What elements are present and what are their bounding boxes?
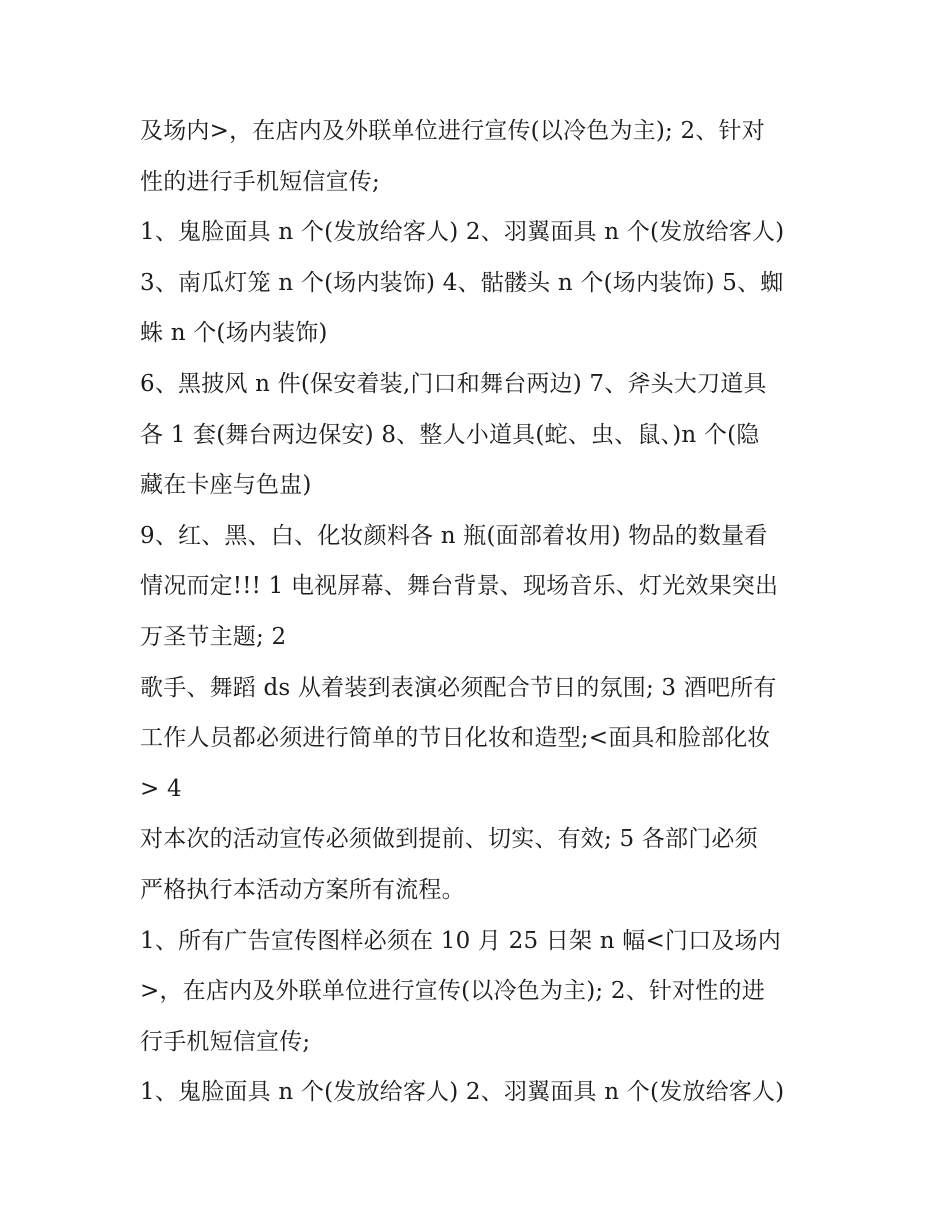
text-line: 万圣节主题; 2 [140, 623, 287, 650]
text-line: 1、鬼脸面具 n 个(发放给客人) 2、羽翼面具 n 个(发放给客人) [140, 1079, 785, 1106]
text-line: 藏在卡座与色盅) [140, 472, 312, 499]
text-line: 情况而定!!! 1 电视屏幕、舞台背景、现场音乐、灯光效果突出 [140, 573, 779, 600]
text-line: 行手机短信宣传; [140, 1028, 311, 1055]
text-line: > 4 [140, 775, 182, 802]
text-line: 歌手、舞蹈 ds 从着装到表演必须配合节日的氛围; 3 酒吧所有 [140, 674, 777, 701]
text-line: 1、鬼脸面具 n 个(发放给客人) 2、羽翼面具 n 个(发放给客人) [140, 219, 785, 246]
text-line: 9、红、黑、白、化妆颜料各 n 瓶(面部着妆用) 物品的数量看 [140, 522, 768, 549]
text-line: 性的进行手机短信宣传; [140, 168, 380, 195]
text-line: 及场内>，在店内及外联单位进行宣传(以冷色为主); 2、针对 [140, 118, 765, 144]
text-line: >，在店内及外联单位进行宣传(以冷色为主); 2、针对性的进 [140, 978, 765, 1005]
text-line: 6、黑披风 n 件(保安着装,门口和舞台两边) 7、斧头大刀道具 [140, 370, 767, 397]
text-line: 对本次的活动宣传必须做到提前、切实、有效; 5 各部门必须 [140, 826, 758, 853]
text-line: 1、所有广告宣传图样必须在 10 月 25 日架 n 幅<门口及场内 [140, 927, 781, 954]
text-line: 3、南瓜灯笼 n 个(场内装饰) 4、骷髅头 n 个(场内装饰) 5、蜘 [140, 269, 784, 296]
document-body [140, 106, 820, 1118]
text-line: 各 1 套(舞台两边保安) 8、整人小道具(蛇、虫、鼠、)n 个(隐 [140, 421, 760, 448]
text-line: 蛛 n 个(场内装饰) [140, 320, 328, 347]
text-line: 工作人员都必须进行简单的节日化妆和造型;<面具和脸部化妆 [140, 725, 771, 752]
text-line: 严格执行本活动方案所有流程。 [140, 876, 465, 903]
